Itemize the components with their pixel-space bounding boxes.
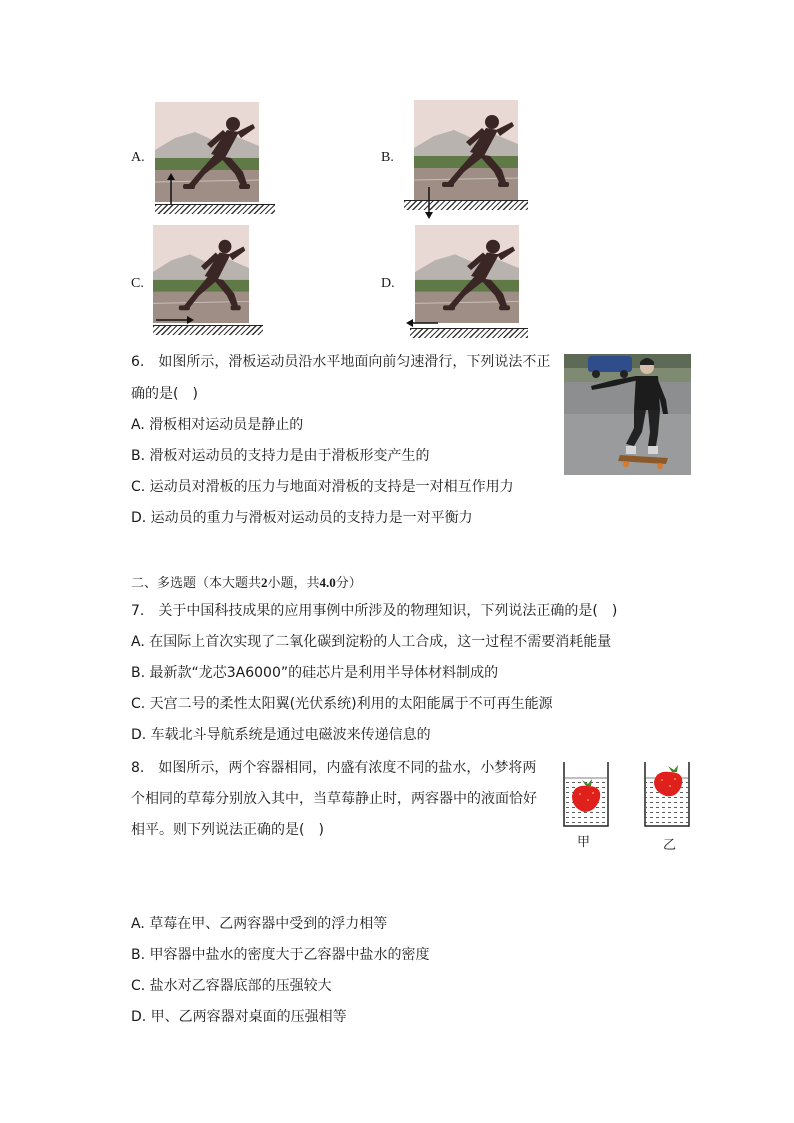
sprinter-photo-d	[415, 225, 519, 323]
strawberry-yi-icon	[654, 765, 682, 796]
q6-option-d: D. 运动员的重力与滑板对运动员的支持力是一对平衡力	[131, 510, 473, 526]
q8-option-d: D. 甲、乙两容器对桌面的压强相等	[131, 1009, 347, 1025]
skateboarder-photo	[564, 354, 691, 475]
sprinter-photo-b	[414, 100, 518, 200]
q5-option-c-label: C.	[131, 276, 144, 291]
q7-option-b: B. 最新款“龙芯3A6000”的硅芯片是利用半导体材料制成的	[131, 665, 499, 681]
force-arrow-right-icon	[155, 313, 195, 327]
containers-diagram	[560, 760, 694, 832]
q8-option-a: A. 草莓在甲、乙两容器中受到的浮力相等	[131, 916, 388, 932]
q6-option-b: B. 滑板对运动员的支持力是由于滑板形变产生的	[131, 448, 430, 464]
section2-title: 二、多选题（本大题共2小题，共4.0分）	[131, 575, 362, 591]
force-arrow-left-icon	[405, 316, 439, 330]
q6-stem-line2: 确的是( )	[131, 386, 198, 402]
sprinter-photo-c	[153, 225, 249, 323]
force-arrow-up-icon	[163, 173, 179, 205]
q7-stem: 7. 关于中国科技成果的应用事例中所涉及的物理知识，下列说法正确的是( )	[131, 603, 618, 619]
q7-option-a: A. 在国际上首次实现了二氧化碳到淀粉的人工合成，这一过程不需要消耗能量	[131, 634, 612, 650]
q6-option-a: A. 滑板相对运动员是静止的	[131, 417, 304, 433]
q6-option-c: C. 运动员对滑板的压力与地面对滑板的支持是一对相互作用力	[131, 479, 514, 495]
label-jia: 甲	[577, 835, 591, 850]
q5-option-b-label: B.	[381, 150, 394, 165]
q8-option-b: B. 甲容器中盐水的密度大于乙容器中盐水的密度	[131, 947, 430, 963]
q6-stem-line1: 6. 如图所示，滑板运动员沿水平地面向前匀速滑行，下列说法不正	[131, 354, 551, 370]
q5-option-d-label: D.	[381, 276, 395, 291]
q8-stem-line2: 个相同的草莓分别放入其中，当草莓静止时，两容器中的液面恰好	[131, 791, 537, 807]
ground-a	[155, 204, 275, 214]
q7-option-d: D. 车载北斗导航系统是通过电磁波来传递信息的	[131, 727, 431, 743]
q5-option-a-label: A.	[131, 150, 145, 165]
q8-stem-line1: 8. 如图所示，两个容器相同，内盛有浓度不同的盐水，小梦将两	[131, 760, 537, 776]
label-yi: 乙	[663, 838, 677, 853]
force-arrow-down-icon	[421, 186, 437, 220]
q8-option-c: C. 盐水对乙容器底部的压强较大	[131, 978, 332, 994]
q7-option-c: C. 天宫二号的柔性太阳翼(光伏系统)利用的太阳能属于不可再生能源	[131, 696, 553, 712]
q8-stem-line3: 相平。则下列说法正确的是( )	[131, 822, 324, 838]
